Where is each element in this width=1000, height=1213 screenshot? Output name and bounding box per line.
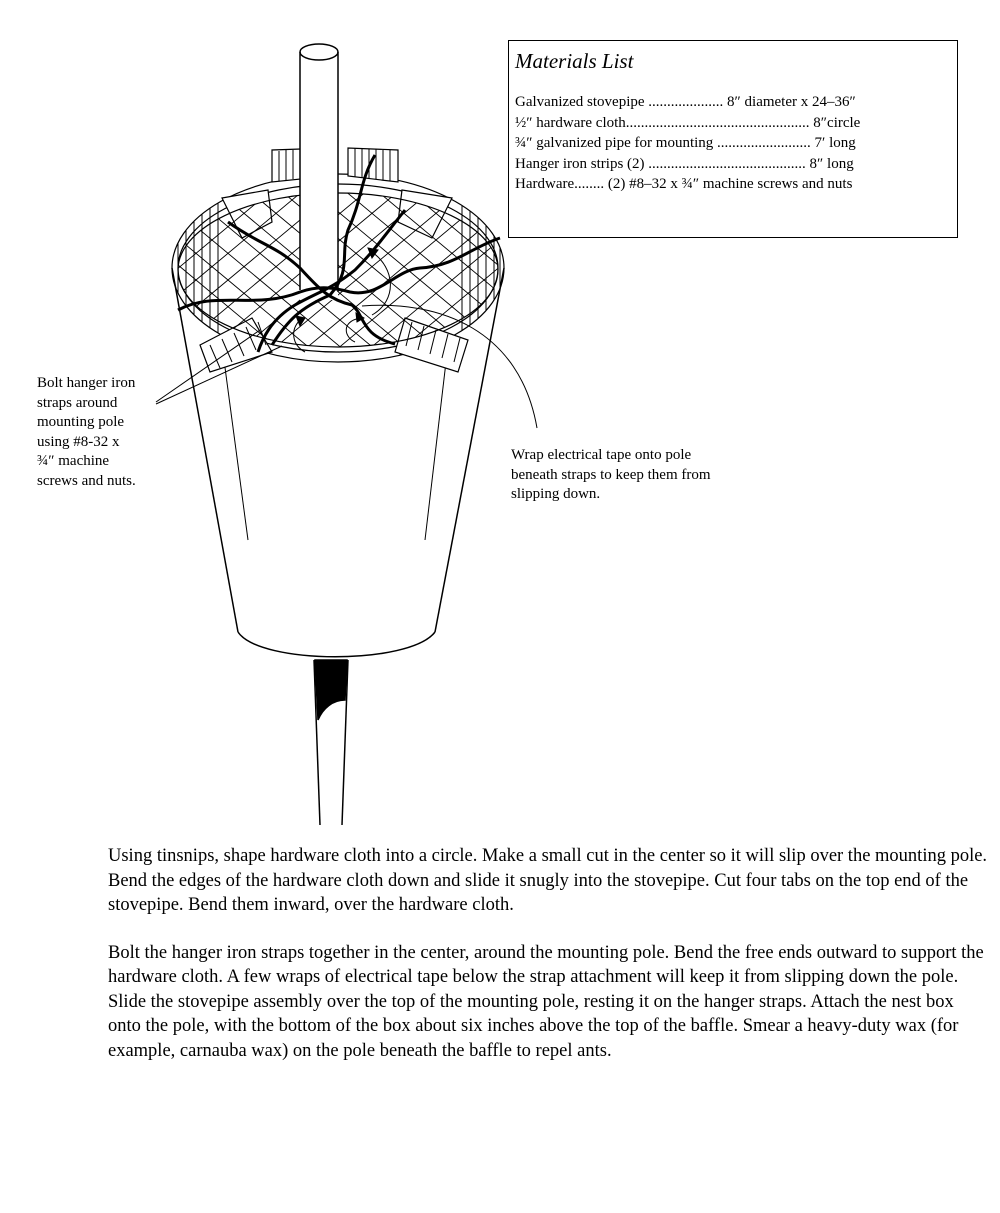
instructions-paragraph: Bolt the hanger iron straps together in the center, around the mounting pole. Bend the free ends outward to support the hardware cloth. A few wraps of electrical tape below the strap attachment will keep it from slipping down the pole. Slide the stovepipe assembly over the top of the mounting pole, resting it on the hanger straps. Attach the nest box onto the pole, with the bottom of the box about six inches above the top of the baffle. Smear a heavy-duty wax (for example, carnauba wax) on the pole beneath the baffle to repel ants. — [108, 942, 984, 1061]
materials-list-box — [508, 40, 958, 238]
instructions-text — [108, 844, 988, 1086]
material-row: ½″ hardware cloth................................................. 8″circle — [515, 114, 861, 131]
callout-line: Wrap electrical tape onto pole — [511, 447, 692, 463]
electrical-tape-callout — [511, 446, 801, 505]
callout-line: beneath straps to keep them from — [511, 466, 711, 483]
callout-line: screws and nuts. — [37, 472, 136, 489]
material-row: Hardware........ (2) #8–32 x ¾″ machine screws and nuts — [515, 176, 853, 192]
callout-line: straps around — [37, 394, 118, 411]
bolt-straps-callout — [37, 374, 167, 491]
upper-pole — [300, 44, 338, 300]
material-row: Hanger iron strips (2) .......................................... 8″ long — [515, 155, 854, 172]
lower-pole — [314, 660, 348, 825]
material-row: ¾″ galvanized pipe for mounting ......................... 7′ long — [515, 135, 856, 151]
callout-line: slipping down. — [511, 486, 601, 502]
material-row: Galvanized stovepipe .................... 8″ diameter x 24–36″ — [515, 94, 856, 110]
callout-line: mounting pole — [37, 414, 125, 430]
instructions-paragraph: Using tinsnips, shape hardware cloth into a circle. Make a small cut in the center so it will slip over the mounting pole. Bend the edges of the hardware cloth down and slide it snugly into the stovepipe. Cut four tabs on the top end of the stovepipe. Bend them inward, over the hardware cloth. — [108, 846, 988, 915]
materials-list-title: Materials List — [515, 49, 634, 73]
callout-line: using #8-32 x — [37, 433, 120, 450]
callout-line: Bolt hanger iron — [37, 375, 136, 391]
callout-line: ¾″ machine — [37, 453, 110, 469]
